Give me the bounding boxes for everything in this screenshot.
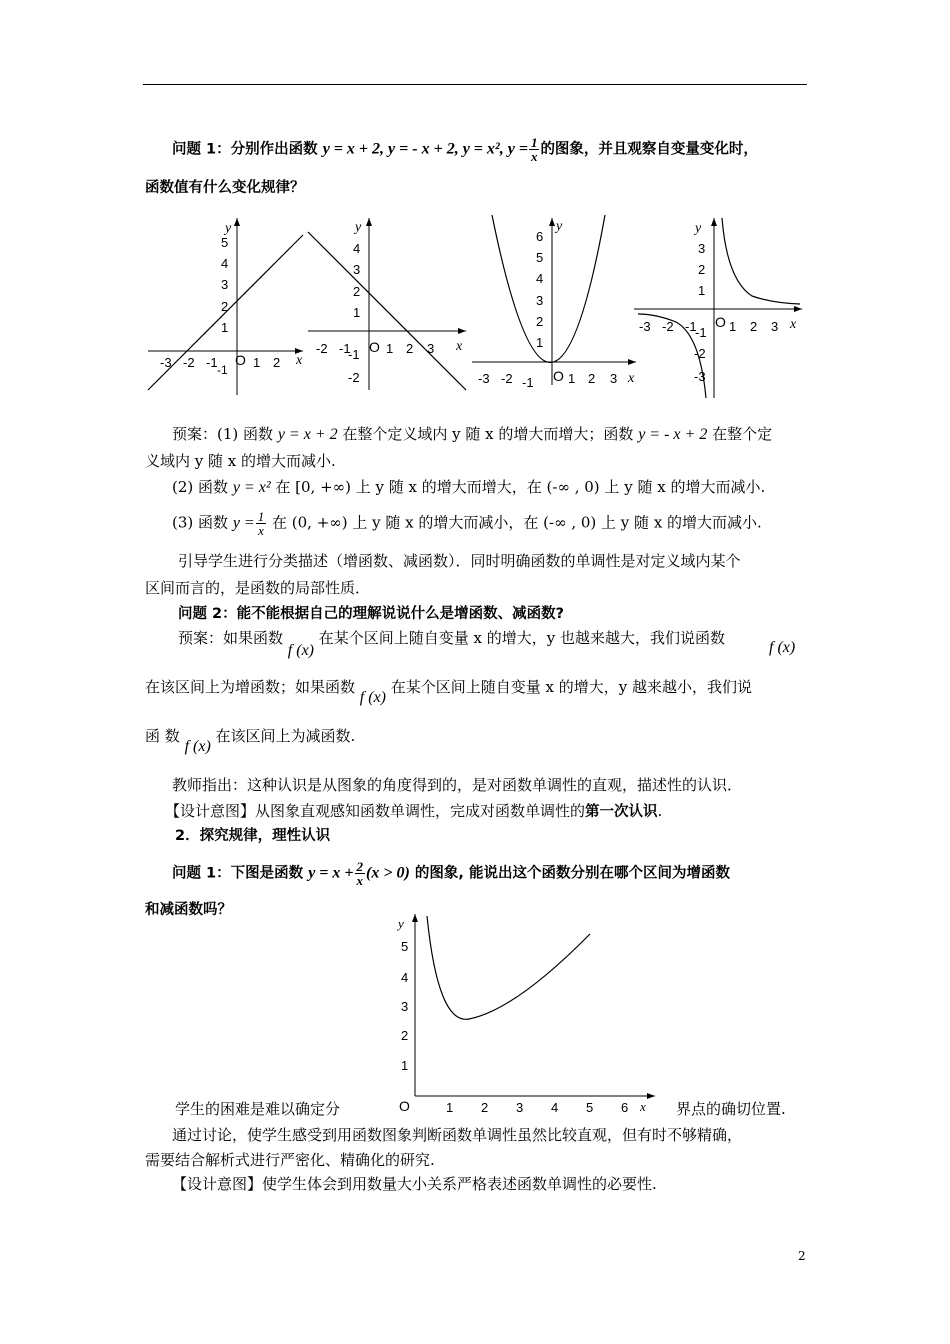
guide-line1: 引导学生进行分类描述（增函数、减函数）．同时明确函数的单调性是对定义域内某个 (178, 552, 741, 570)
g2-x-arrow (458, 328, 466, 334)
answer1-c-text: 在 [0, +∞) 上 y 随 x 的增大而增大，在 (-∞ , 0) 上 y 随 x 的增大而减小. (275, 478, 766, 496)
g1-tick-y: 5 (221, 235, 229, 250)
q1-frac (529, 136, 540, 163)
header-rule (143, 84, 807, 85)
answer1-line1 (172, 424, 772, 445)
q3-lead: 问题 1：下图是函数 (172, 865, 304, 882)
g5-y-arrow (412, 914, 418, 922)
g2-tick-y: -1 (348, 347, 360, 362)
guide-line2: 区间而言的，是函数的局部性质． (145, 579, 371, 597)
answer1-line2: 义域内 y 随 x 的增大而减小. (145, 452, 336, 470)
answer1-line4 (172, 510, 762, 537)
g5-x-label: x (640, 1099, 646, 1114)
g4-x-arrow (794, 306, 802, 312)
g3-y-label: y (556, 219, 563, 234)
graph-linear-increasing (143, 210, 308, 400)
g4-origin: O (715, 314, 726, 330)
g1-tick-y: -1 (217, 363, 228, 377)
answer1-mid: 在整个定义域内 y 随 x 的增大而增大；函数 (342, 425, 634, 443)
g1-tick-x: -3 (160, 355, 172, 370)
g4-tick-x: -2 (662, 319, 674, 334)
g5-tick-x: 6 (621, 1100, 629, 1115)
discussion-line1: 通过讨论，使学生感受到用函数图象判断函数单调性虽然比较直观，但有时不够精确， (172, 1126, 743, 1144)
g2-tick-x: 1 (386, 341, 394, 356)
g1-y-arrow (234, 218, 240, 226)
g4-y-label: y (695, 221, 702, 236)
g2-tick-y: -2 (348, 370, 360, 385)
g3-tick-x: 2 (588, 371, 596, 386)
g2-tick-y: 2 (353, 284, 361, 299)
g4-tick-x: -1 (685, 319, 697, 334)
g5-tick-x: 2 (481, 1100, 489, 1115)
g5-tick-y: 1 (401, 1058, 409, 1073)
q2-p3b: 在该区间上为减函数. (215, 727, 356, 745)
g5-curve (427, 916, 590, 1019)
design1-pre: 【设计意图】从图象直观感知函数单调性，完成对函数单调性的 (165, 802, 586, 820)
answer1-f2: y = - x + 2 (638, 426, 708, 443)
q3-frac (355, 860, 366, 887)
page-number: 2 (798, 1249, 806, 1263)
teacher-note: 教师指出：这种认识是从图象的角度得到的，是对函数单调性的直观，描述性的认识． (172, 776, 743, 794)
design1-bold: 第一次认识 (585, 804, 658, 820)
q2-line1 (178, 628, 726, 659)
g3-tick-x: -1 (522, 375, 534, 390)
g5-tick-y: 3 (401, 999, 409, 1014)
g2-tick-y: 1 (353, 305, 361, 320)
discussion-line2: 需要结合解析式进行严密化、精确化的研究. (145, 1151, 435, 1169)
q1-frac-num: 1 (530, 135, 538, 150)
q2-p1a: 预案：如果函数 (178, 629, 284, 647)
q3-tail: 的图象, 能说出这个函数分别在哪个区间为增函数 (414, 865, 730, 882)
g3-x-label: x (628, 371, 635, 386)
q2-line3 (145, 726, 356, 755)
g2-y-label: y (355, 220, 362, 235)
g3-y-arrow (549, 218, 555, 226)
q1-line2: 函数值有什么变化规律？ (145, 180, 305, 196)
g3-tick-y: 5 (536, 250, 544, 265)
g4-y-arrow (711, 218, 717, 226)
answer1-d-num: 1 (257, 509, 265, 524)
answer1-tail: 在整个定 (712, 425, 773, 443)
q3-den: x (356, 873, 364, 888)
g5-tick-y: 2 (401, 1028, 409, 1043)
q3-line1 (172, 860, 730, 887)
section2-heading: 2．探究规律，理性认识 (175, 828, 331, 844)
answer1-a: 预案：(1) 函数 (172, 425, 274, 443)
g3-tick-x: -2 (501, 371, 513, 386)
q2-p3a: 函 数 (145, 727, 180, 745)
g1-tick-y: 4 (221, 256, 229, 271)
q2-p1b: 在某个区间上随自变量 x 的增大，y 也越来越大，我们说函数 (318, 629, 726, 647)
g2-tick-x: 3 (427, 341, 435, 356)
g1-tick-x: 2 (273, 355, 281, 370)
g5-x-arrow (647, 1093, 655, 1099)
g1-tick-y: 3 (221, 277, 229, 292)
q3-line2: 和减函数吗？ (145, 902, 232, 918)
g5-origin: O (399, 1098, 410, 1114)
g1-tick-x: -1 (206, 355, 218, 370)
g3-tick-y: 3 (536, 293, 544, 308)
answer1-d-text: 在 (0, +∞) 上 y 随 x 的增大而减小，在 (-∞ , 0) 上 y 随 x 的增大而减小. (272, 513, 762, 532)
g1-y-label: y (225, 221, 232, 236)
g4-tick-y: 2 (698, 262, 706, 277)
g2-tick-x: -1 (339, 341, 351, 356)
graph-check-function (385, 908, 665, 1123)
graph-linear-decreasing (306, 210, 472, 400)
g5-tick-x: 1 (446, 1100, 454, 1115)
q1-lead: 问题 1：分别作出函数 (172, 141, 318, 158)
g2-tick-y: 3 (353, 262, 361, 277)
q3-num: 2 (356, 859, 364, 874)
difficulty-pre: 学生的困难是难以确定分 (175, 1100, 341, 1118)
graph-hyperbola (632, 210, 807, 400)
g3-tick-x: 3 (610, 371, 618, 386)
design1 (165, 801, 662, 822)
q3-cond: (x > 0) (366, 864, 410, 882)
g5-tick-x: 4 (551, 1100, 559, 1115)
q2-p2b: 在某个区间上随自变量 x 的增大，y 越来越小，我们说 (390, 678, 753, 696)
g4-tick-y: -1 (695, 325, 707, 340)
design2: 【设计意图】使学生体会到用数量大小关系严格表述函数单调性的必要性. (172, 1175, 657, 1193)
g4-tick-x: 3 (771, 319, 779, 334)
g2-tick-x: 2 (406, 341, 414, 356)
g4-tick-y: -3 (694, 369, 706, 384)
g2-x-label: x (456, 339, 463, 354)
g4-tick-x: -3 (639, 319, 651, 334)
g2-y-arrow (366, 218, 372, 226)
g1-tick-x: -2 (183, 355, 195, 370)
g3-tick-y: 6 (536, 229, 544, 244)
answer1-line3 (172, 477, 765, 498)
g4-x-label: x (790, 317, 797, 332)
g1-origin: O (235, 352, 246, 368)
g3-tick-y: 4 (536, 271, 544, 286)
g3-origin: O (553, 368, 564, 384)
graph-parabola (470, 210, 640, 400)
g1-tick-y: 2 (221, 299, 229, 314)
q2-fx-right: f (x) (769, 639, 796, 656)
q1-line1 (172, 136, 758, 163)
answer1-d-pre: (3) 函数 (172, 513, 229, 532)
g5-tick-y: 5 (401, 939, 409, 954)
g2-curve (308, 232, 466, 390)
g3-curve (492, 215, 605, 363)
g2-tick-x: -2 (316, 341, 328, 356)
g4-curve-right (722, 218, 800, 304)
g4-tick-x: 2 (750, 319, 758, 334)
g4-tick-x: 1 (729, 319, 737, 334)
answer1-c-formula: y = x² (232, 479, 271, 496)
g3-tick-y: 2 (536, 314, 544, 329)
q2-fx: f (x) (287, 642, 314, 659)
g5-tick-x: 3 (516, 1100, 524, 1115)
q1-functions: y = x + 2, y = - x + 2, y = x², y = (322, 140, 528, 158)
g2-origin: O (369, 339, 380, 355)
g5-y-label: y (398, 916, 404, 931)
q1-tail: 的图象，并且观察自变量变化时， (540, 141, 758, 158)
g1-tick-x: 1 (253, 355, 261, 370)
g4-tick-y: -2 (694, 346, 706, 361)
answer1-d-formula: y = (232, 514, 255, 532)
answer1-c-pre: (2) 函数 (172, 478, 229, 496)
answer1-d-frac (256, 510, 267, 537)
g3-tick-x: 1 (568, 371, 576, 386)
g2-tick-y: 4 (353, 241, 361, 256)
answer1-d-den: x (258, 523, 264, 538)
g3-tick-y: 1 (536, 335, 544, 350)
g5-tick-x: 5 (586, 1100, 594, 1115)
g4-tick-y: 3 (698, 241, 706, 256)
q2-line2 (145, 677, 753, 706)
g1-x-label: x (296, 353, 303, 368)
g1-tick-y: 1 (221, 320, 229, 335)
q2-title: 问题 2：能不能根据自己的理解说说什么是增函数、减函数? (178, 606, 565, 622)
g3-tick-x: -3 (478, 371, 490, 386)
q3-formula: y = x + (308, 864, 354, 882)
g5-tick-y: 4 (401, 970, 409, 985)
q2-p2a: 在该区间上为增函数；如果函数 (145, 678, 356, 696)
difficulty-post: 界点的确切位置. (676, 1100, 786, 1118)
answer1-f1: y = x + 2 (277, 426, 338, 443)
q2-fx-2: f (x) (359, 689, 386, 706)
g4-tick-y: 1 (698, 283, 706, 298)
design1-post: . (657, 802, 663, 820)
q1-frac-den: x (530, 149, 538, 164)
q2-fx-3: f (x) (184, 738, 211, 755)
